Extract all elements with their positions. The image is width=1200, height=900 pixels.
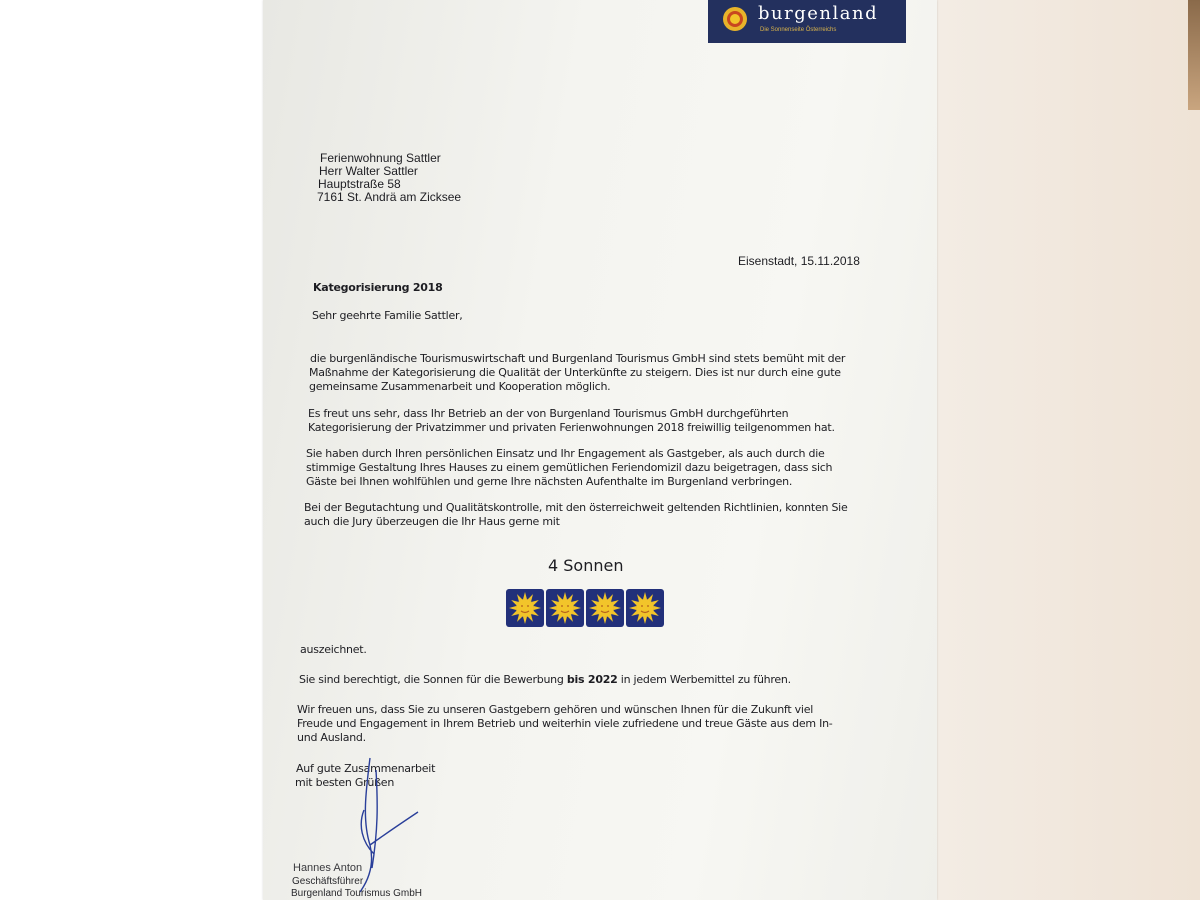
letter-subject: Kategorisierung 2018 [313,281,443,294]
burgenland-logo [708,0,906,43]
text-line: Freude und Engagement in Ihrem Betrieb und weiterhin viele zufriedene und treue Gäste aus dem In- [297,717,833,730]
sun-rating-icon [586,589,624,627]
entitled-period: bis 2022 [566,673,618,686]
signatory-company: Burgenland Tourismus GmbH [291,888,422,899]
text-line: gemeinsame Zusammenarbeit und Kooperation möglich. [309,380,611,393]
text-line: Maßnahme der Kategorisierung die Qualität der Unterkünfte zu steigern. Dies ist nur durch eine gute [309,366,841,379]
entitled-line [299,673,791,687]
signatory-title: Geschäftsführer [292,876,364,887]
entitled-pre: Sie sind berechtigt, die Sonnen für die Bewerbung [299,673,567,686]
text-line: Es freut uns sehr, dass Ihr Betrieb an der von Burgenland Tourismus GmbH durchgeführten [308,407,789,420]
logo-tagline: Die Sonnenseite Österreichs [760,27,837,33]
signatory-name: Hannes Anton [293,862,363,874]
letter-date: Eisenstadt, 15.11.2018 [738,254,860,268]
sun-rating-icon [506,589,544,627]
sun-logo-icon [721,5,749,33]
letter-page [263,0,937,900]
sun-rating-icon [626,589,664,627]
text-line: die burgenländische Tourismuswirtschaft und Burgenland Tourismus GmbH sind stets bemüht mit der [310,352,846,365]
award-label: 4 Sonnen [548,556,624,575]
recipient-line: Hauptstraße 58 [318,177,401,191]
sun-rating-icon [546,589,584,627]
award-suns [506,589,664,627]
text-line: auch die Jury überzeugen die Ihr Haus gerne mit [304,515,560,528]
recipient-line: Herr Walter Sattler [319,164,418,178]
text-line: Kategorisierung der Privatzimmer und privaten Ferienwohnungen 2018 freiwillig teilgenommen hat. [308,421,835,434]
text-line: Bei der Begutachtung und Qualitätskontrolle, mit den österreichweit geltenden Richtlinien, konnten Sie [304,501,848,514]
greeting-line: mit besten Grüßen [295,776,395,789]
logo-brand: burgenland [758,3,879,24]
after-award-text: auszeichnet. [300,643,367,656]
recipient-line: Ferienwohnung Sattler [320,151,441,165]
greeting-line: Auf gute Zusammenarbeit [296,762,436,775]
recipient-line: 7161 St. Andrä am Zicksee [317,190,462,204]
entitled-post: in jedem Werbemittel zu führen. [617,673,791,686]
text-line: stimmige Gestaltung Ihres Hauses zu einem gemütlichen Feriendomizil dazu beigetragen, dass sich [306,461,833,474]
background-surface [937,0,1200,900]
text-line: und Ausland. [297,731,366,744]
text-line: Sie haben durch Ihren persönlichen Einsatz und Ihr Engagement als Gastgeber, als auch durch die [306,447,825,460]
salutation: Sehr geehrte Familie Sattler, [312,309,463,322]
wood-edge [1188,0,1200,110]
text-line: Wir freuen uns, dass Sie zu unseren Gastgebern gehören und wünschen Ihnen für die Zukunft viel [297,703,814,716]
text-line: Gäste bei Ihnen wohlfühlen und gerne Ihre nächsten Aufenthalte im Burgenland verbringen. [306,475,793,488]
